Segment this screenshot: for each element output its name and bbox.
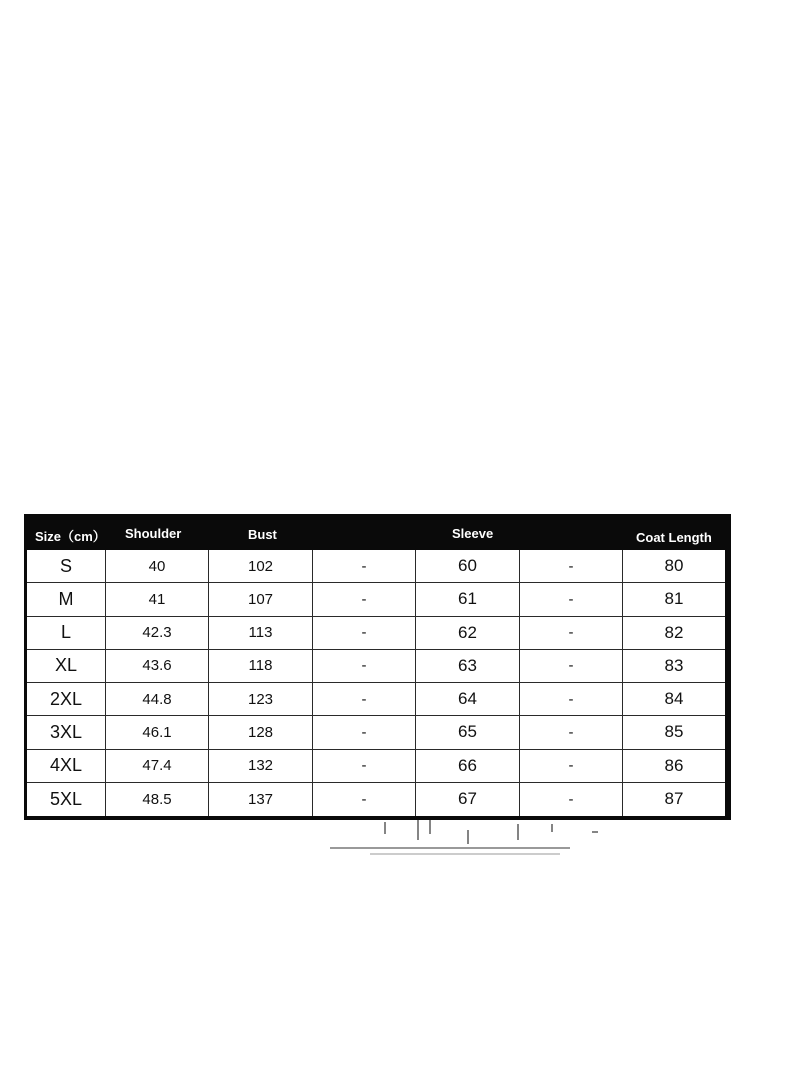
cell-shoulder: 43.6 [106, 650, 209, 683]
cell-sleeve: 60 [416, 550, 520, 583]
cell-size: 4XL [27, 750, 106, 783]
cell-size: L [27, 617, 106, 650]
cell-bust: 102 [209, 550, 313, 583]
cell-unlabeled-col-4: - [313, 583, 416, 616]
size-chart-header [24, 514, 731, 550]
cell-shoulder: 40 [106, 550, 209, 583]
cell-bust: 118 [209, 650, 313, 683]
cell-bust: 113 [209, 617, 313, 650]
cell-bust: 107 [209, 583, 313, 616]
cell-size: 3XL [27, 716, 106, 749]
header-sleeve: Sleeve [452, 526, 494, 541]
cell-sleeve: 61 [416, 583, 520, 616]
cell-unlabeled-col-4: - [313, 750, 416, 783]
cell-unlabeled-col-6: - [520, 683, 623, 716]
cell-coat-length: 81 [623, 583, 725, 616]
cell-unlabeled-col-6: - [520, 650, 623, 683]
cell-bust: 128 [209, 716, 313, 749]
cell-coat-length: 83 [623, 650, 725, 683]
cell-unlabeled-col-6: - [520, 750, 623, 783]
cell-shoulder: 41 [106, 583, 209, 616]
cell-shoulder: 48.5 [106, 783, 209, 816]
cell-bust: 132 [209, 750, 313, 783]
cell-unlabeled-col-4: - [313, 550, 416, 583]
cell-shoulder: 42.3 [106, 617, 209, 650]
cell-sleeve: 65 [416, 716, 520, 749]
cell-unlabeled-col-4: - [313, 617, 416, 650]
header-bust: Bust [248, 527, 277, 542]
cell-unlabeled-col-4: - [313, 650, 416, 683]
cell-sleeve: 67 [416, 783, 520, 816]
cell-size: S [27, 550, 106, 583]
cell-coat-length: 87 [664, 789, 684, 809]
cell-sleeve: 64 [416, 683, 520, 716]
cell-size: 5XL [27, 783, 106, 816]
cell-bust: 137 [209, 783, 313, 816]
cell-unlabeled-col-6: - [520, 617, 623, 650]
cell-bust: 123 [209, 683, 313, 716]
size-chart-table [24, 514, 731, 820]
cell-coat-length: 82 [623, 617, 725, 650]
cell-coat-length: 84 [623, 683, 725, 716]
cell-shoulder: 46.1 [106, 716, 209, 749]
size-chart-body [27, 550, 725, 816]
cell-unlabeled-col-4: - [313, 683, 416, 716]
cell-unlabeled-col-6: - [520, 550, 623, 583]
cell-coat-length: 86 [623, 750, 725, 783]
cell-sleeve: 66 [416, 750, 520, 783]
cell-size: 2XL [27, 683, 106, 716]
cell-sleeve: 63 [416, 650, 520, 683]
header-coat-length: Coat Length [636, 530, 712, 545]
cell-size: M [27, 583, 106, 616]
cell-coat-length: 85 [623, 716, 725, 749]
cell-size: XL [27, 650, 106, 683]
cell-unlabeled-col-6: - [520, 716, 623, 749]
header-shoulder: Shoulder [125, 526, 182, 541]
scan-artifact-marks [330, 818, 600, 858]
header-size: Size（cm） [35, 529, 106, 544]
cell-coat-length: 80 [623, 550, 725, 583]
cell-shoulder: 47.4 [106, 750, 209, 783]
cell-unlabeled-col-6: - [520, 783, 623, 816]
cell-unlabeled-col-4: - [313, 783, 416, 816]
cell-unlabeled-col-6: - [520, 583, 623, 616]
cell-unlabeled-col-4: - [313, 716, 416, 749]
cell-shoulder: 44.8 [106, 683, 209, 716]
cell-sleeve: 62 [416, 617, 520, 650]
